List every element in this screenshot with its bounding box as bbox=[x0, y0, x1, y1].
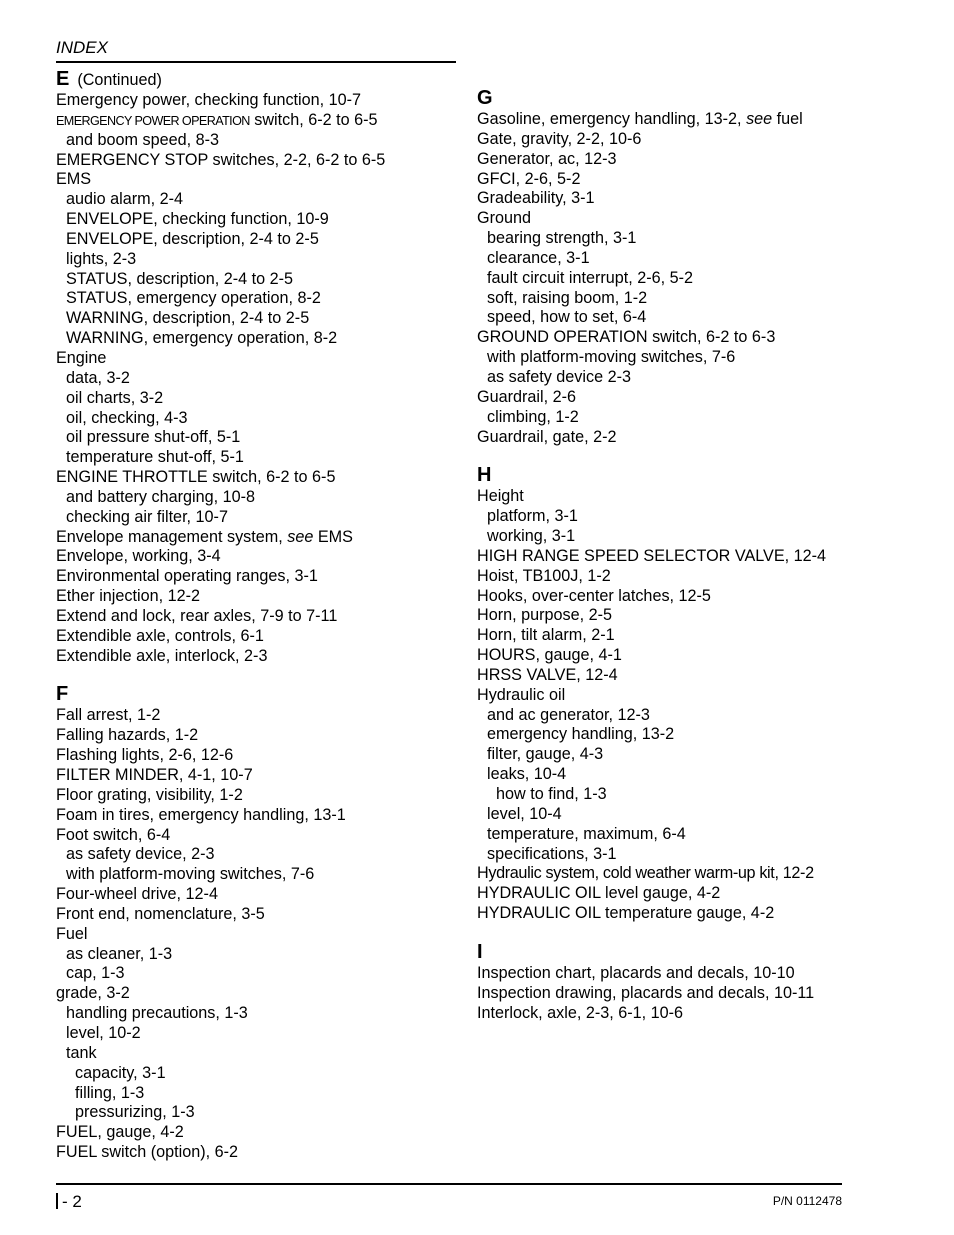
entry-text: Ground bbox=[477, 209, 531, 228]
index-entry bbox=[477, 388, 897, 408]
entry-text: Guardrail, 2-6 bbox=[477, 387, 576, 406]
index-entry bbox=[56, 428, 476, 448]
entry-text: and ac generator, 12-3 bbox=[487, 705, 650, 724]
index-entry bbox=[56, 826, 476, 846]
entry-text: WARNING, emergency operation, 8-2 bbox=[66, 329, 338, 348]
index-entry bbox=[56, 151, 476, 171]
entry-text: fault circuit interrupt, 2-6, 5-2 bbox=[487, 268, 694, 287]
index-entry bbox=[477, 785, 897, 805]
entry-text: climbing, 1-2 bbox=[487, 407, 579, 426]
entry-text: and boom speed, 8-3 bbox=[66, 130, 219, 149]
index-entry bbox=[56, 984, 476, 1004]
index-entry bbox=[56, 1103, 476, 1123]
entry-text: Fall arrest, 1-2 bbox=[56, 706, 161, 725]
index-entry bbox=[477, 646, 897, 666]
index-entry bbox=[477, 745, 897, 765]
entry-text: clearance, 3-1 bbox=[487, 248, 590, 267]
section-letter-e: E (Continued) bbox=[56, 68, 162, 90]
index-entry bbox=[56, 111, 476, 131]
index-entry bbox=[56, 1143, 476, 1163]
index-entry bbox=[56, 488, 476, 508]
entry-text: Ether injection, 12-2 bbox=[56, 587, 200, 606]
entry-text: filter, gauge, 4-3 bbox=[487, 745, 604, 764]
index-entry bbox=[56, 1084, 476, 1104]
header-rule bbox=[56, 61, 456, 63]
entry-text: Gasoline, emergency handling, 13-2, bbox=[477, 110, 747, 128]
entry-text: tank bbox=[66, 1043, 97, 1062]
index-entry bbox=[56, 448, 476, 468]
entry-text: Foam in tires, emergency handling, 13-1 bbox=[56, 805, 346, 824]
index-entry bbox=[56, 746, 476, 766]
entry-text: Emergency power, checking function, 10-7 bbox=[56, 91, 362, 109]
index-entry bbox=[477, 150, 897, 170]
index-entry bbox=[477, 686, 897, 706]
entry-text: specifications, 3-1 bbox=[487, 844, 617, 863]
index-entry bbox=[477, 845, 897, 865]
index-entry bbox=[56, 925, 476, 945]
index-entry bbox=[477, 348, 897, 368]
section-letter-h: H bbox=[477, 464, 492, 487]
entry-text: and battery charging, 10-8 bbox=[66, 487, 255, 506]
entry-text: Hooks, over-center latches, 12-5 bbox=[477, 586, 711, 605]
index-entry bbox=[56, 865, 476, 885]
index-entry bbox=[477, 1004, 897, 1024]
index-entry bbox=[477, 368, 897, 388]
entry-text: FUEL, gauge, 4-2 bbox=[56, 1123, 184, 1142]
index-entry bbox=[477, 249, 897, 269]
entry-text-ref: fuel bbox=[772, 110, 803, 128]
index-entry bbox=[477, 170, 897, 190]
index-entry bbox=[56, 945, 476, 965]
index-entry bbox=[477, 527, 897, 547]
index-entry bbox=[477, 269, 897, 289]
entry-text: Extend and lock, rear axles, 7-9 to 7-11 bbox=[56, 606, 338, 625]
page-number: - 2 bbox=[56, 1192, 82, 1212]
index-entry bbox=[477, 229, 897, 249]
index-entry bbox=[56, 1044, 476, 1064]
entry-text: as cleaner, 1-3 bbox=[66, 944, 173, 963]
index-entry bbox=[477, 408, 897, 428]
index-entry bbox=[56, 1123, 476, 1143]
entry-text: Environmental operating ranges, 3-1 bbox=[56, 567, 318, 586]
entry-text: ENGINE THROTTLE switch, 6-2 to 6-5 bbox=[56, 468, 336, 487]
entry-text: Horn, purpose, 2-5 bbox=[477, 606, 612, 625]
entry-text: Envelope management system, bbox=[56, 527, 288, 546]
index-entry bbox=[477, 547, 897, 567]
index-entry bbox=[56, 786, 476, 806]
entry-text: EMERGENCY STOP switches, 2-2, 6-2 to 6-5 bbox=[56, 150, 386, 169]
section-f-entries bbox=[56, 706, 476, 1162]
entry-text: HRSS VALVE, 12-4 bbox=[477, 665, 618, 684]
entry-text: HIGH RANGE SPEED SELECTOR VALVE, 12-4 bbox=[477, 546, 827, 565]
index-entry bbox=[56, 528, 476, 548]
index-entry bbox=[477, 308, 897, 328]
index-entry bbox=[56, 190, 476, 210]
index-entry bbox=[477, 606, 897, 626]
entry-text: Hoist, TB100J, 1-2 bbox=[477, 566, 611, 585]
entry-text: FILTER MINDER, 4-1, 10-7 bbox=[56, 766, 253, 784]
index-entry bbox=[477, 805, 897, 825]
index-entry bbox=[477, 904, 897, 924]
entry-text: Floor grating, visibility, 1-2 bbox=[56, 785, 243, 804]
entry-text: oil, checking, 4-3 bbox=[66, 408, 188, 427]
entry-text: Foot switch, 6-4 bbox=[56, 825, 171, 844]
entry-text: grade, 3-2 bbox=[56, 984, 130, 1003]
entry-text: soft, raising boom, 1-2 bbox=[487, 288, 648, 307]
section-i-entries bbox=[477, 964, 897, 1024]
entry-text: lights, 2-3 bbox=[66, 249, 137, 268]
index-entry bbox=[56, 210, 476, 230]
index-entry bbox=[56, 329, 476, 349]
entry-text: Gate, gravity, 2-2, 10-6 bbox=[477, 129, 642, 148]
entry-text: handling precautions, 1-3 bbox=[66, 1004, 248, 1023]
entry-text: emergency handling, 13-2 bbox=[487, 725, 675, 744]
index-entry bbox=[477, 289, 897, 309]
index-entry bbox=[56, 806, 476, 826]
entry-text: capacity, 3-1 bbox=[75, 1063, 166, 1082]
entry-text: Extendible axle, controls, 6-1 bbox=[56, 626, 264, 645]
entry-see: see bbox=[746, 110, 773, 128]
entry-text: as safety device, 2-3 bbox=[66, 845, 215, 864]
entry-text: Height bbox=[477, 487, 524, 506]
entry-text: Interlock, axle, 2-3, 6-1, 10-6 bbox=[477, 1003, 684, 1022]
entry-text: working, 3-1 bbox=[487, 527, 576, 546]
entry-text: Engine bbox=[56, 348, 107, 367]
entry-text: Extendible axle, interlock, 2-3 bbox=[56, 646, 268, 665]
index-entry bbox=[56, 91, 476, 111]
index-entry bbox=[56, 1024, 476, 1044]
entry-text: GROUND OPERATION switch, 6-2 to 6-3 bbox=[477, 328, 776, 347]
index-entry bbox=[477, 666, 897, 686]
page-number-bar bbox=[56, 1193, 58, 1209]
entry-text: HOURS, gauge, 4-1 bbox=[477, 646, 622, 665]
entry-text: leaks, 10-4 bbox=[487, 765, 567, 784]
part-number: P/N 0112478 bbox=[772, 1194, 842, 1208]
index-entry bbox=[477, 189, 897, 209]
entry-text: with platform-moving switches, 7-6 bbox=[66, 865, 315, 884]
entry-see: see bbox=[287, 527, 314, 546]
entry-text: pressurizing, 1-3 bbox=[75, 1103, 195, 1122]
index-entry bbox=[56, 309, 476, 329]
index-entry bbox=[477, 765, 897, 785]
entry-text: data, 3-2 bbox=[66, 368, 130, 387]
index-entry bbox=[56, 1004, 476, 1024]
entry-text: audio alarm, 2-4 bbox=[66, 190, 183, 209]
entry-text: switch, 6-2 to 6-5 bbox=[249, 110, 378, 129]
index-entry bbox=[56, 905, 476, 925]
section-letter-f: F bbox=[56, 683, 69, 706]
index-entry bbox=[477, 864, 897, 884]
index-entry bbox=[477, 725, 897, 745]
entry-text: Four-wheel drive, 12-4 bbox=[56, 885, 218, 904]
entry-text: Fuel bbox=[56, 924, 88, 943]
entry-smallcaps: EMERGENCY POWER OPERATION bbox=[56, 113, 250, 128]
entry-text: Hydraulic oil bbox=[477, 685, 566, 704]
index-entry bbox=[56, 389, 476, 409]
entry-text: ENVELOPE, description, 2-4 to 2-5 bbox=[66, 229, 319, 248]
entry-text-ref: EMS bbox=[313, 527, 353, 546]
page-header-title: INDEX bbox=[56, 38, 108, 57]
index-entry bbox=[56, 369, 476, 389]
entry-text: platform, 3-1 bbox=[487, 507, 578, 526]
entry-text: oil pressure shut-off, 5-1 bbox=[66, 428, 241, 447]
index-entry bbox=[477, 706, 897, 726]
entry-text: Horn, tilt alarm, 2-1 bbox=[477, 626, 615, 645]
entry-text: with platform-moving switches, 7-6 bbox=[487, 348, 736, 367]
index-entry bbox=[56, 647, 476, 667]
entry-text: Guardrail, gate, 2-2 bbox=[477, 427, 617, 446]
index-entry bbox=[56, 567, 476, 587]
index-entry bbox=[56, 706, 476, 726]
entry-text: Inspection chart, placards and decals, 10-10 bbox=[477, 963, 795, 982]
index-entry bbox=[56, 270, 476, 290]
entry-text: WARNING, description, 2-4 to 2-5 bbox=[66, 309, 310, 328]
entry-text: HYDRAULIC OIL temperature gauge, 4-2 bbox=[477, 904, 775, 923]
index-entry bbox=[56, 409, 476, 429]
entry-text: STATUS, emergency operation, 8-2 bbox=[66, 289, 321, 308]
index-entry bbox=[477, 328, 897, 348]
index-entry bbox=[56, 726, 476, 746]
index-entry bbox=[477, 487, 897, 507]
entry-text: GFCI, 2-6, 5-2 bbox=[477, 169, 581, 188]
index-entry bbox=[477, 110, 897, 130]
section-e-entries bbox=[56, 91, 476, 666]
entry-text: STATUS, description, 2-4 to 2-5 bbox=[66, 269, 294, 288]
entry-text: EMS bbox=[56, 170, 92, 189]
entry-text: bearing strength, 3-1 bbox=[487, 229, 637, 248]
index-entry bbox=[56, 230, 476, 250]
index-entry bbox=[477, 507, 897, 527]
index-entry bbox=[56, 1064, 476, 1084]
index-entry bbox=[477, 567, 897, 587]
index-entry bbox=[56, 766, 476, 786]
entry-text: Generator, ac, 12-3 bbox=[477, 149, 617, 168]
entry-text: oil charts, 3-2 bbox=[66, 388, 164, 407]
index-entry bbox=[56, 349, 476, 369]
entry-text: Hydraulic system, cold weather warm-up kit, 12-2 bbox=[477, 864, 814, 883]
index-entry bbox=[56, 964, 476, 984]
footer-rule bbox=[56, 1183, 842, 1185]
entry-text: HYDRAULIC OIL level gauge, 4-2 bbox=[477, 884, 721, 903]
index-entry bbox=[56, 627, 476, 647]
index-entry bbox=[56, 250, 476, 270]
entry-text: level, 10-2 bbox=[66, 1023, 141, 1042]
entry-text: filling, 1-3 bbox=[75, 1083, 145, 1102]
index-entry bbox=[56, 170, 476, 190]
section-g-entries bbox=[477, 110, 897, 447]
index-entry bbox=[56, 607, 476, 627]
entry-text: how to find, 1-3 bbox=[496, 785, 607, 803]
index-entry bbox=[56, 587, 476, 607]
index-entry bbox=[477, 984, 897, 1004]
index-entry bbox=[56, 131, 476, 151]
entry-text: cap, 1-3 bbox=[66, 964, 125, 983]
section-letter-i: I bbox=[477, 940, 483, 963]
index-entry bbox=[477, 964, 897, 984]
continued-label: (Continued) bbox=[77, 71, 162, 89]
index-entry bbox=[477, 428, 897, 448]
entry-text: Flashing lights, 2-6, 12-6 bbox=[56, 746, 234, 765]
entry-text: Falling hazards, 1-2 bbox=[56, 726, 199, 745]
entry-text: Gradeability, 3-1 bbox=[477, 189, 595, 208]
entry-text: checking air filter, 10-7 bbox=[66, 507, 228, 526]
index-entry bbox=[477, 209, 897, 229]
entry-text: Envelope, working, 3-4 bbox=[56, 547, 221, 566]
index-entry bbox=[56, 845, 476, 865]
entry-text: level, 10-4 bbox=[487, 804, 562, 823]
index-entry bbox=[56, 508, 476, 528]
index-entry bbox=[56, 885, 476, 905]
entry-text: ENVELOPE, checking function, 10-9 bbox=[66, 210, 329, 229]
entry-text: temperature, maximum, 6-4 bbox=[487, 824, 686, 843]
index-entry bbox=[477, 626, 897, 646]
index-entry bbox=[477, 825, 897, 845]
entry-text: temperature shut-off, 5-1 bbox=[66, 448, 244, 467]
index-entry bbox=[477, 130, 897, 150]
entry-text: Inspection drawing, placards and decals, 10-11 bbox=[477, 983, 815, 1002]
entry-text: as safety device 2-3 bbox=[487, 367, 631, 386]
index-entry bbox=[477, 587, 897, 607]
entry-text: FUEL switch (option), 6-2 bbox=[56, 1143, 239, 1162]
index-entry bbox=[56, 468, 476, 488]
entry-text: speed, how to set, 6-4 bbox=[487, 308, 647, 327]
index-entry bbox=[477, 884, 897, 904]
index-entry bbox=[56, 547, 476, 567]
index-column-left bbox=[56, 67, 476, 1163]
entry-text: Front end, nomenclature, 3-5 bbox=[56, 904, 265, 923]
section-h-entries bbox=[477, 487, 897, 924]
index-entry bbox=[56, 289, 476, 309]
index-column-right bbox=[477, 86, 897, 1023]
section-letter-g: G bbox=[477, 87, 493, 109]
